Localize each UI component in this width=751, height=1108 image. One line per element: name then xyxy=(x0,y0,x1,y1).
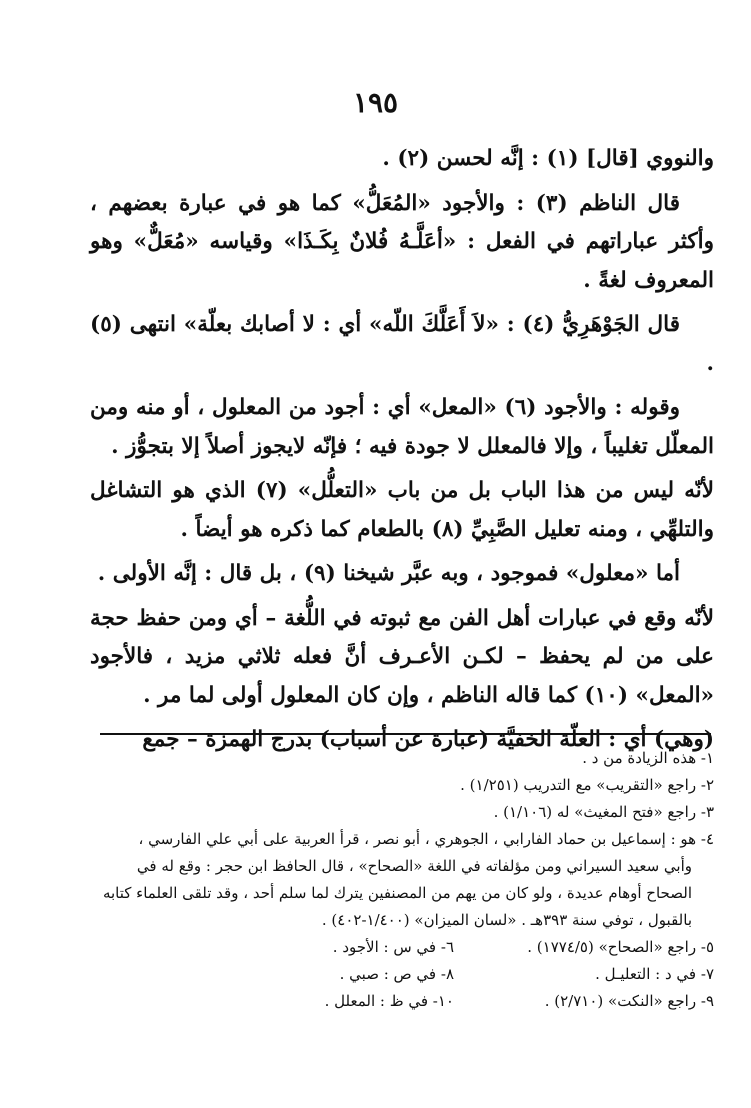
page-number: ١٩٥ xyxy=(352,86,399,119)
footnote-6: ٦- في س : الأجود . xyxy=(332,938,454,956)
footnote-4-continuation: بالقبول ، توفي سنة ٣٩٣هـ . «لسان الميزان» (١/٤٠٠-٤٠٢) . xyxy=(321,911,692,929)
footnote-4-continuation: الصحاح أوهام عديدة ، ولو كان من يهم من المصنفين يترك لما سلم أحد ، وقد تلقى العلماء كتابه xyxy=(102,884,692,902)
footnote-9: ٩- راجع «النكت» (٢/٧١٠) . xyxy=(544,992,714,1010)
footnote-row xyxy=(90,961,714,988)
paragraph: أما «معلول» فموجود ، وبه عبَّر شيخنا (٩) ، بل قال : إنَّه الأولى . xyxy=(97,561,680,586)
footnote-divider xyxy=(100,733,711,735)
footnote-8: ٨- في ص : صبي . xyxy=(339,965,454,983)
paragraph: والنووي [قال] (١) : إنَّه لحسن (٢) . xyxy=(382,146,714,171)
paragraph: (وهي) أي : العلّة الخفيَّة (عبارة عن أسباب) بدرج الهمزة – جمع xyxy=(142,727,714,752)
footnote-row xyxy=(90,988,714,1015)
footnote-4: ٤- هو : إسماعيل بن حماد الفارابي ، الجوهري ، أبو نصر ، قرأ العربية على أبي علي الفارسي ، xyxy=(138,830,714,848)
footnote-2: ٢- راجع «التقريب» مع التدريب (١/٢٥١) . xyxy=(460,776,714,794)
footnote-5: ٥- راجع «الصحاح» (١٧٧٤/٥) . xyxy=(527,938,714,956)
paragraph: لأنّه وقع في عبارات أهل الفن مع ثبوته في اللُّغة – أي ومن حفظ حجة على من لم يحفظ – لكـن الأعـرف أنَّ فعله ثلاثي مزيد ، فالأجود «المعل» (١٠) كما قاله الناظم ، وإن كان المعلول أولى لما مر . xyxy=(90,605,714,708)
footnote-1: ١- هذه الزيادة من د . xyxy=(582,749,714,767)
footnote-4-continuation: وأبي سعيد السيراني ومن مؤلفاته في اللغة «الصحاح» ، قال الحافظ ابن حجر : وقع له في xyxy=(136,857,692,875)
paragraph: لأنّه ليس من هذا الباب بل من باب «التعلُّل» (٧) الذي هو التشاغل والتلهِّي ، ومنه تعليل الصَّبِيِّ (٨) بالطعام كما ذكره هو أيضاً . xyxy=(90,478,714,542)
footnote-row xyxy=(90,934,714,961)
footnotes xyxy=(90,745,714,1015)
paragraph: قال الجَوْهَرِيُّ (٤) : «لاَ أَعَلَّكَ اللّه» أي : لا أصابك بعلّة» انتهى (٥) . xyxy=(90,312,714,376)
paragraph: وقوله : والأجود (٦) «المعل» أي : أجود من المعلول ، أو منه ومن المعلّل تغليباً ، وإلا فالمعلل لا جودة فيه ؛ فإنّه لايجوز أصلاً إلا بتجوُّز . xyxy=(90,395,714,459)
main-text xyxy=(90,140,714,766)
footnote-3: ٣- راجع «فتح المغيث» له (١/١٠٦) . xyxy=(493,803,714,821)
footnote-10: ١٠- في ظ : المعلل . xyxy=(324,992,454,1010)
paragraph: قال الناظم (٣) : والأجود «المُعَلُّ» كما هو في عبارة بعضهم ، وأكثر عباراتهم في الفعل : «أعَلَّـهُ فُلانٌ بِكَـذَا» وقياسه «مُعَلٌّ» وهو المعروف لغةً . xyxy=(90,190,714,293)
footnote-7: ٧- في د : التعليـل . xyxy=(595,965,714,983)
